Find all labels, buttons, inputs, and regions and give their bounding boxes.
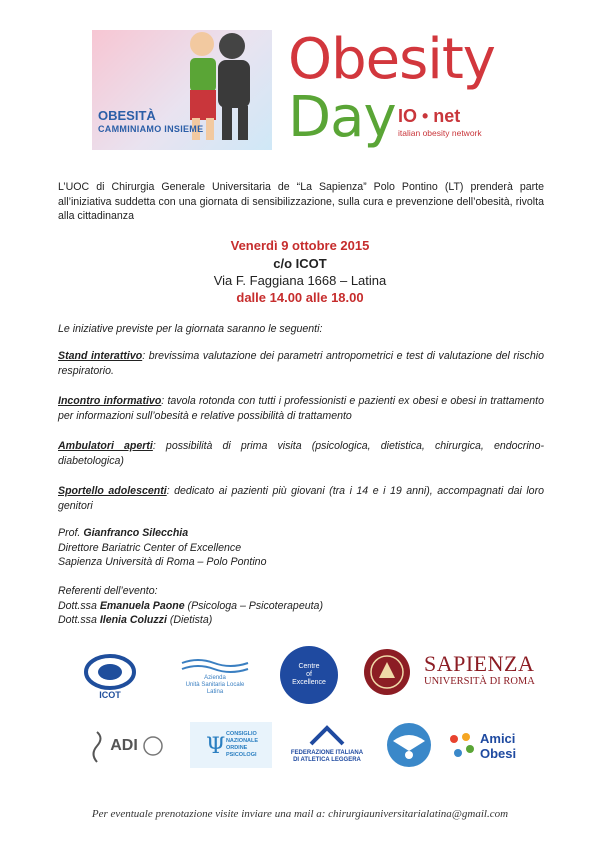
fidal-logo <box>282 718 372 770</box>
amici-obesi-logo <box>446 726 546 766</box>
event-time: dalle 14.00 alle 18.00 <box>236 290 364 305</box>
event-venue: c/o ICOT <box>273 256 327 271</box>
initiative-text: : dedicato ai pazienti più giovani (tra i 14 e i 19 anni), accompagnati dai loro genitori <box>58 485 544 512</box>
asl-waves-icon <box>180 657 250 675</box>
sapienza-seal-logo <box>362 644 412 700</box>
day-title: Day <box>288 85 396 150</box>
fidal-label: DI ATLETICA LEGGERA <box>293 757 361 763</box>
initiative-item <box>58 349 544 378</box>
cnop-label: ORDINE <box>225 745 248 751</box>
signature-name: Gianfranco Silecchia <box>83 527 189 539</box>
referent-role: (Dietista) <box>166 614 213 626</box>
svg-text:Ψ: Ψ <box>205 734 226 759</box>
icot-emblem-icon <box>83 652 137 690</box>
angel-icon <box>385 721 433 769</box>
referent-item <box>58 613 544 628</box>
initiative-item <box>58 394 544 423</box>
cnop-label: CONSIGLIO <box>225 731 257 737</box>
asl-latina-logo <box>170 652 260 700</box>
signature-block <box>58 526 544 570</box>
asl-label: Unità Sanitaria Locale <box>185 681 245 688</box>
signature-affiliation: Sapienza Università di Roma – Polo Pontino <box>58 556 267 568</box>
initiative-title: Ambulatori aperti <box>58 440 153 452</box>
initiative-item <box>58 439 544 468</box>
footer-note: Per eventuale prenotazione visite inviare una mail a: chirurgiauniversitarialatina@gmail.com <box>91 808 509 820</box>
initiative-title: Sportello adolescenti <box>58 485 167 497</box>
cnop-logo <box>190 722 272 768</box>
psi-icon <box>204 731 226 759</box>
cnop-label: PSICOLOGI <box>225 752 257 758</box>
referents-heading: Referenti dell’evento: <box>58 585 158 597</box>
referent-role: (Psicologa – Psicoterapeuta) <box>184 599 323 612</box>
coe-label: of <box>306 671 312 678</box>
event-date: Venerdì 9 ottobre 2015 <box>230 238 370 253</box>
icot-label: ICOT <box>99 690 121 700</box>
asl-label: Latina <box>206 688 224 695</box>
cnop-label: NAZIONALE <box>225 738 259 744</box>
amici-label: Amici Obesi <box>480 731 517 761</box>
coe-label: Excellence <box>292 679 326 686</box>
signature-prefix: Prof. <box>58 527 84 539</box>
sapienza-title: SAPIENZA <box>424 651 535 676</box>
adi-figure-icon <box>88 728 106 764</box>
adi-label: ADI <box>110 737 138 754</box>
fidal-label: FEDERAZIONE ITALIANA <box>290 750 364 756</box>
ionet-subtitle: italian obesity network <box>398 128 482 138</box>
sapienza-subtitle: UNIVERSITÀ DI ROMA <box>424 676 535 687</box>
fidal-emblem-icon <box>307 724 347 750</box>
obesity-title: Obesity <box>288 27 495 92</box>
referent-name: Emanuela Paone <box>99 599 185 612</box>
sapienza-wordmark <box>424 652 548 696</box>
referent-prefix: Dott.ssa <box>58 614 100 626</box>
referents-block <box>58 584 544 628</box>
initiative-text: : brevissima valutazione dei parametri antropometrici e test di valutazione del rischio respiratorio. <box>58 350 544 377</box>
referent-name: Ilenia Coluzzi <box>99 614 167 626</box>
referent-prefix: Dott.ssa <box>58 599 100 612</box>
adi-circle-icon <box>142 735 164 757</box>
coe-label: Centre <box>298 663 320 670</box>
initiative-text: : possibilità di prima visita (psicologica, dietistica, chirurgica, endocrino-diabetologica) <box>58 440 544 467</box>
asl-label: Azienda <box>204 674 226 681</box>
banner-tagline-title: OBESITÀ <box>98 108 156 123</box>
event-address: Via F. Faggiana 1668 – Latina <box>213 273 387 288</box>
ionet-logo: IO • net <box>398 106 461 126</box>
initiative-title: Stand interattivo <box>58 350 143 362</box>
initiative-text: : tavola rotonda con tutti i professionisti e pazienti ex obesi e obesi in trattamento per informazioni sull’obesità e relative possibilità di trattamento <box>58 395 544 422</box>
centre-of-excellence-logo <box>280 646 338 704</box>
icot-logo <box>70 648 150 704</box>
adi-logo <box>72 724 180 768</box>
angel-logo <box>384 720 434 770</box>
signature-role: Direttore Bariatric Center of Excellence <box>58 541 242 554</box>
initiative-item <box>58 484 544 513</box>
sapienza-seal-icon <box>363 644 411 700</box>
banner-tagline-subtitle: CAMMINIAMO INSIEME <box>98 124 204 134</box>
initiatives-intro: Le iniziative previste per la giornata saranno le seguenti: <box>58 323 323 335</box>
intro-paragraph: L’UOC di Chirurgia Generale Universitaria de “La Sapienza” Polo Pontino (LT) prenderà parte all’iniziativa suddetta con una giornata di sensibilizzazione, sulla cura e prevenzione dell’obesità, rivolta alla cittadinanza <box>58 181 544 222</box>
referent-item <box>58 599 544 614</box>
amici-dots-icon <box>446 731 476 761</box>
initiative-title: Incontro informativo <box>58 395 162 407</box>
header-banner <box>92 20 512 160</box>
